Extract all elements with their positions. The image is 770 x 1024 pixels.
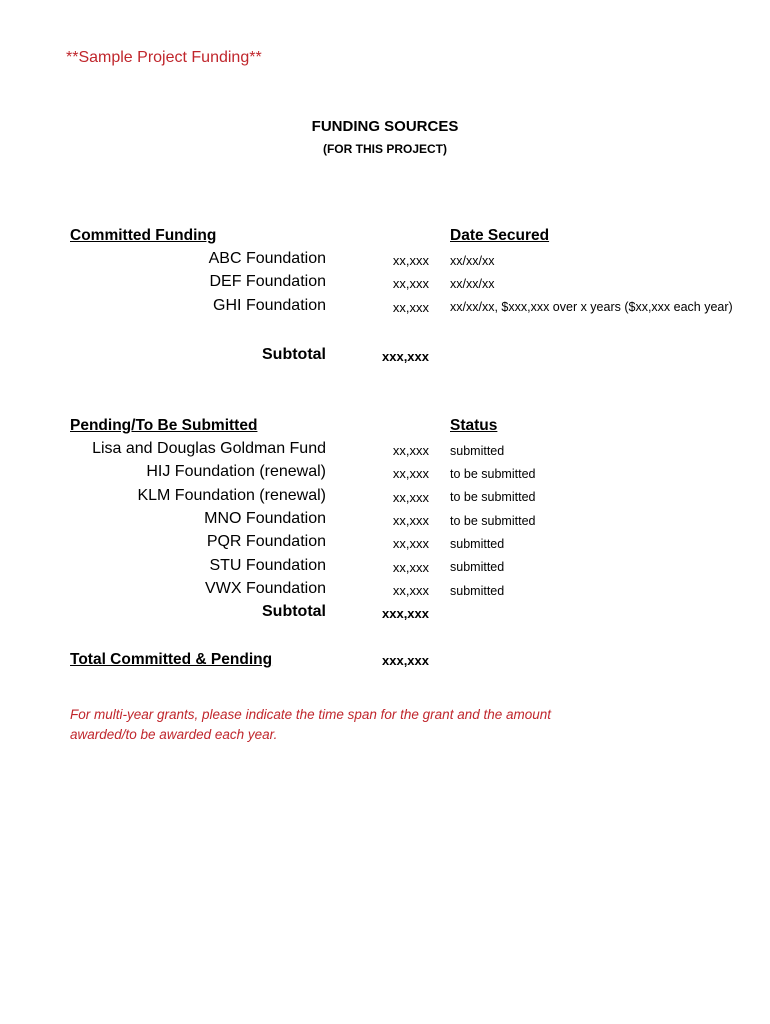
committed-row-date: xx/xx/xx: [450, 254, 495, 268]
pending-row-status: to be submitted: [450, 467, 536, 481]
pending-row-amount: xx,xxx: [392, 536, 429, 551]
sample-label: **Sample Project Funding**: [66, 49, 262, 66]
pending-row-amount: xx,xxx: [392, 513, 429, 528]
pending-row-amount: xx,xxx: [392, 490, 429, 505]
pending-row-status: submitted: [450, 444, 505, 458]
pending-row-status: submitted: [450, 537, 505, 551]
pending-subtotal-label: Subtotal: [262, 603, 326, 620]
pending-subtotal-amount: xxx,xxx: [382, 606, 429, 621]
status-heading: Status: [450, 417, 498, 434]
pending-row-name: VWX Foundation: [205, 580, 326, 597]
committed-funding-heading: Committed Funding: [70, 227, 217, 244]
committed-row-name: ABC Foundation: [208, 250, 326, 267]
pending-row-amount: xx,xxx: [392, 583, 429, 598]
pending-row-name: STU Foundation: [209, 557, 326, 574]
committed-row-name: DEF Foundation: [209, 273, 326, 290]
date-secured-heading: Date Secured: [450, 227, 550, 244]
total-label: Total Committed & Pending: [70, 651, 273, 668]
pending-heading: Pending/To Be Submitted: [70, 417, 258, 434]
committed-row-amount: xx,xxx: [392, 253, 429, 268]
committed-row-amount: xx,xxx: [392, 300, 429, 315]
committed-row-date: xx/xx/xx, $xxx,xxx over x years ($xx,xxx each year): [450, 300, 733, 314]
committed-subtotal-label: Subtotal: [262, 346, 326, 363]
pending-row-status: submitted: [450, 584, 505, 598]
total-amount: xxx,xxx: [382, 653, 429, 668]
pending-row-status: to be submitted: [450, 490, 536, 504]
multi-year-footnote: For multi-year grants, please indicate the time span for the grant and the amount awarded/to be awarded each year.: [70, 707, 552, 742]
pending-row-amount: xx,xxx: [392, 443, 429, 458]
pending-row-amount: xx,xxx: [392, 466, 429, 481]
pending-row-name: Lisa and Douglas Goldman Fund: [92, 440, 326, 457]
pending-row-status: submitted: [450, 560, 505, 574]
committed-row-date: xx/xx/xx: [450, 277, 495, 291]
pending-row-name: HIJ Foundation (renewal): [146, 463, 326, 480]
pending-row-name: PQR Foundation: [206, 533, 326, 550]
document-subtitle: (FOR THIS PROJECT): [322, 142, 447, 156]
committed-row-name: GHI Foundation: [213, 297, 326, 314]
committed-row-amount: xx,xxx: [392, 276, 429, 291]
pending-row-amount: xx,xxx: [392, 560, 429, 575]
document-title: FUNDING SOURCES: [311, 118, 459, 135]
pending-row-name: KLM Foundation (renewal): [137, 487, 326, 504]
committed-subtotal-amount: xxx,xxx: [382, 349, 429, 364]
pending-row-name: MNO Foundation: [204, 510, 326, 527]
pending-row-status: to be submitted: [450, 514, 536, 528]
